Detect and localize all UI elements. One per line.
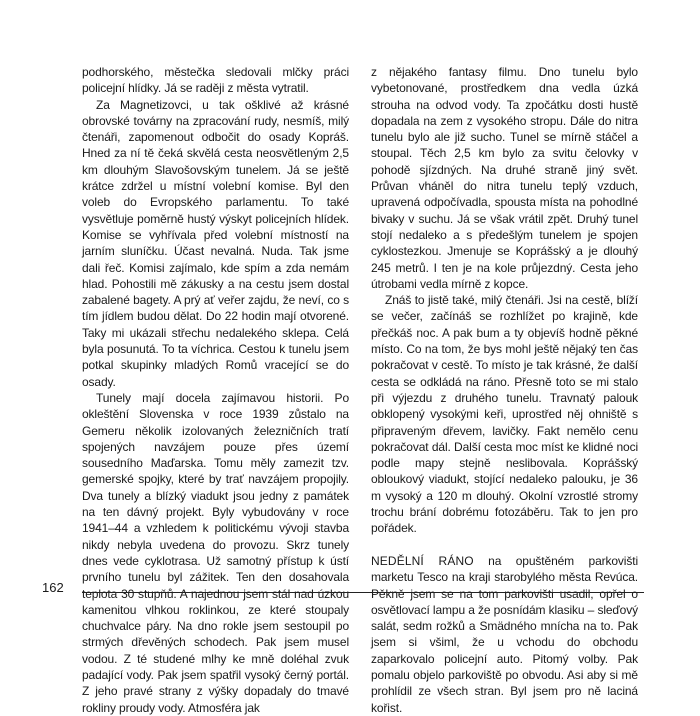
paragraph: z nějakého fantasy filmu. Dno tunelu bylo vybetonované, prostředkem dna vedla úzká strouha na odvod vody. Ta zpočátku dosti hustě dopadala na zem z vysokého stropu. Dále do nitra tunelu bylo ale již sucho. Tunel se mírně stáčel a stoupal. Těch 2,5 km bylo za svitu čelovky v pohodě sjízdných. Na druhé straně jiný svět. Průvan vháněl do nitra tunelu teplý vzduch, upravená odpočívadla, spousta místa na pohodlné bivaky v suchu. Já se však vrátil zpět. Druhý tunel stojí nedaleko a s předešlým tunelem je spojen cyklostezkou. Jmenuje se Koprášský a je dlouhý 245 metrů. I ten je na kole průjezdný. Cesta jeho útrobami vedla mírně z kopce.: [371, 65, 638, 291]
section-body-text: na opuštěném parkovišti marketu Tesco na kraji starobylého města Revúca. Pěkně jsem se na tom parkovišti usadil, opřel o osvětlovací lampu a že posnídám klasiku – sleďový salát, sedm rožků a Smädného mnícha na to. Pak jsem si všiml, že u vchodu do obchodu zaparkovalo policejní auto. Pitomý volby. Pak pomalu objelo parkoviště po obvodu. Asi aby si mě prohlídil ze všech stran. Byl jsem pro ně laciná kořist.: [371, 553, 638, 715]
paragraph: podhorského, městečka sledovali mlčky práci policejní hlídky. Já se raději z města vytratil.: [82, 65, 349, 96]
text-column-right: [371, 64, 638, 716]
page-number: 162: [42, 580, 64, 595]
section-paragraph: [371, 553, 638, 716]
paragraph: Znáš to jistě také, milý čtenáři. Jsi na cestě, blíží se večer, začínáš se rozhlížet po krajině, kde přečkáš noc. A pak bum a ty objevíš hodně pěkné místo. Co na tom, že bys mohl ještě nějaký ten čas pokračovat v cestě. To místo je tak krásné, že další cesta se odkládá na ráno. Přesně toto se mi stalo při výjezdu z druhého tunelu. Travnatý palouk obklopený vysokými keři, uprostřed něj ohniště s připraveným dřevem, lavičky. Fakt nemělo cenu pokračovat dál. Další cesta moc míst ke klidné noci podle mapy stejně neslibovala. Koprášský obloukový viadukt, stojící nedaleko palouku, je 36 m vysoký a 120 m dlouhý. Okolní vzrostlé stromy trochu brání dobrému fotozáběru. Tak to jen pro pořádek.: [371, 293, 638, 536]
text-column-left: [82, 64, 349, 716]
footer-rule: [82, 592, 644, 593]
paragraph: Tunely mají docela zajímavou historii. Po okleštění Slovenska v roce 1939 zůstalo na Gemeru několik izolovaných železničních tratí spojených navzájem pouze přes území sousedního Maďarska. Tomu měly zamezit tzv. gemerské spojky, které by trať navzájem propojily. Dva tunely a blízký viadukt jsou jedny z památek na ten dávný projekt. Byly vybudovány v roce 1941–44 a vzhledem k politickému vývoji stavba nikdy nebyla uvedena do provozu. Skrz tunely dnes vede cyklotrasa. Už samotný přístup k ústí prvního tunelu byl zážitek. Ten den dosahovala teplota 30 stupňů. A najednou jsem stál nad úzkou kamenitou vlhkou roklinkou, ze které stoupaly chuchvalce páry. Na dno rokle jsem sestoupil po strmých dřevěných schodech. Pak jsem musel vodou. Z té studené mlhy ke mně doléhal zvuk padající vody. Pak jsem spatřil vysoký černý portál. Z jeho pravé strany z výšky dopadaly do tmavé rokliny proudy vody. Atmosféra jak: [82, 390, 349, 715]
paragraph: Za Magnetizovci, u tak ošklivé až krásné obrovské továrny na zpracování rudy, nesmíš, milý čtenáři, zapomenout odbočit do osady Kopráš. Hned za ní tě čeká skvělá cesta neosvětleným 2,5 km dlouhým Slavošovským tunelem. Já se ještě krátce zdržel u místní volební komise. Byl den voleb do Evropského parlamentu. To také vysvětluje poměrně hustý výskyt policejních hlídek. Komise se vyhřívala před volební místností na jarním sluníčku. Účast nevalná. Nuda. Tak jsme dali řeč. Komisi zajímalo, kde spím a zda nemám hlad. Pohostili mě zákusky a na cestu jsem dostal zabalené bagety. A prý ať veřer zajdu, že neví, co s tím jídlem budou dělat. Do 22 hodin mají otvorené. Taky mi ukázali střechu nedalekého sklepa. Celá byla posunutá. To ta víchrica. Cestou k tunelu jsem potkal skupinky mladých Romů vracející se do osady.: [82, 97, 349, 389]
section-lead-caps: NEDĚLNÍ RÁNO: [371, 553, 474, 568]
